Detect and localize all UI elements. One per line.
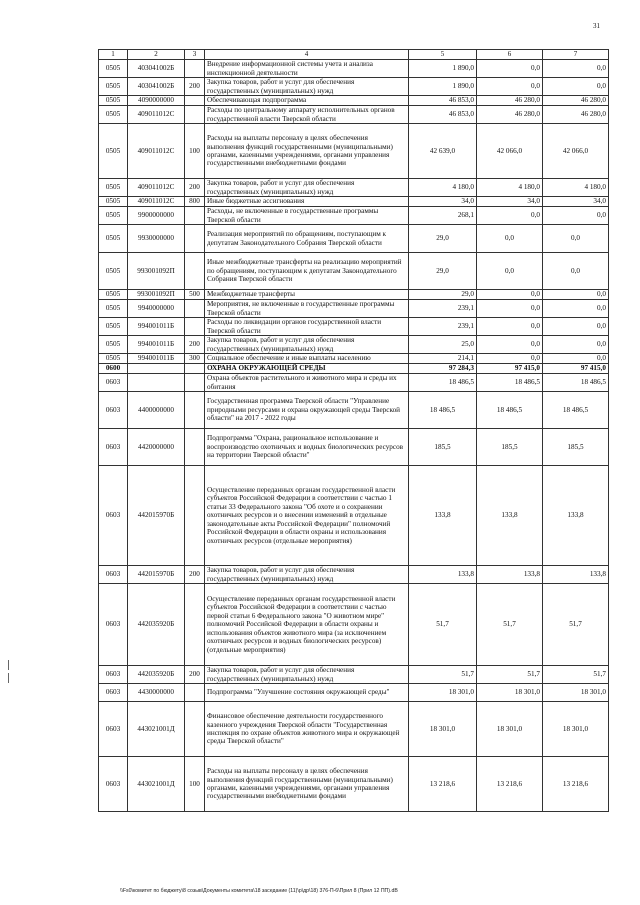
row-expense-type: 100 (185, 124, 205, 179)
row-amount-col7: 18 301,0 (543, 702, 609, 757)
row-target-article (128, 374, 185, 392)
row-section-code: 0505 (99, 290, 128, 300)
table-row (99, 290, 609, 300)
row-amount-col7: 0,0 (543, 78, 609, 96)
row-section-code: 0603 (99, 466, 128, 566)
row-amount-col5: 46 853,0 (409, 106, 477, 124)
row-target-article: 9930000000 (128, 225, 185, 253)
row-target-article: 994001011Б (128, 336, 185, 354)
row-name: Внедрение информационной системы учета и анализа инспекционной деятельности (205, 60, 409, 78)
row-expense-type (185, 702, 205, 757)
row-amount-col6: 18 486,5 (477, 392, 543, 429)
row-amount-col6: 0,0 (477, 300, 543, 318)
row-amount-col5: 1 890,0 (409, 60, 477, 78)
row-amount-col6: 97 415,0 (477, 364, 543, 374)
row-amount-col5: 46 853,0 (409, 96, 477, 106)
file-path-footer: \\Fs0\комитет по бюджету\8 созыв\Документы комитета\18 заседание (11)\р\др\18) 376-П-6\Прил 8 (Прил 12 ПП).dB (120, 888, 398, 894)
row-amount-col5: 239,1 (409, 300, 477, 318)
header-col-5: 5 (409, 50, 477, 60)
row-target-article: 443021001Д (128, 702, 185, 757)
row-amount-col5: 18 486,5 (409, 392, 477, 429)
row-target-article: 9900000000 (128, 207, 185, 225)
row-section-code: 0505 (99, 300, 128, 318)
row-amount-col5: 4 180,0 (409, 179, 477, 197)
row-amount-col5: 18 486,5 (409, 374, 477, 392)
row-amount-col6: 0,0 (477, 336, 543, 354)
table-row (99, 666, 609, 684)
row-name: Осуществление переданных органам государственной власти субъектов Российской Федерации в соответствии с частью 1 статьи 33 Федерального закона "Об охоте и о сохранении охотничьих ресурсов и о внесении изменений в отдельные законодательные акты Российской Федерации" полномочий Российской Федерации в области охраны и использования охотничьих ресурсов (отдельные мероприятия) (205, 466, 409, 566)
row-amount-col6: 51,7 (477, 584, 543, 666)
row-target-article (128, 364, 185, 374)
table-row (99, 124, 609, 179)
row-name: Расходы по центральному аппарату исполнительных органов государственной власти Тверской области (205, 106, 409, 124)
row-name: Закупка товаров, работ и услуг для обеспечения государственных (муниципальных) нужд (205, 566, 409, 584)
row-target-article: 4090000000 (128, 96, 185, 106)
row-amount-col6: 13 218,6 (477, 757, 543, 812)
row-section-code: 0505 (99, 354, 128, 364)
row-target-article: 403041002Б (128, 60, 185, 78)
row-amount-col7: 0,0 (543, 318, 609, 336)
row-amount-col7: 0,0 (543, 60, 609, 78)
row-target-article: 994001011Б (128, 318, 185, 336)
row-amount-col5: 51,7 (409, 666, 477, 684)
row-expense-type: 500 (185, 290, 205, 300)
row-name: Расходы на выплаты персоналу в целях обеспечения выполнения функций государственными (муниципальными) органами, казенными учреждениями, органами управления государственными внебюджетными фондами (205, 757, 409, 812)
row-expense-type (185, 253, 205, 290)
table-row (99, 757, 609, 812)
page-number: 31 (593, 22, 600, 30)
row-amount-col7: 18 486,5 (543, 374, 609, 392)
row-name: Расходы, не включенные в государственные программы Тверской области (205, 207, 409, 225)
table-row (99, 197, 609, 207)
row-amount-col7: 97 415,0 (543, 364, 609, 374)
row-amount-col6: 133,8 (477, 566, 543, 584)
row-amount-col6: 46 280,0 (477, 96, 543, 106)
table-row (99, 318, 609, 336)
row-target-article: 403041002Б (128, 78, 185, 96)
row-amount-col7: 51,7 (543, 584, 609, 666)
row-target-article: 409011012С (128, 124, 185, 179)
row-amount-col6: 4 180,0 (477, 179, 543, 197)
row-target-article: 409011012С (128, 106, 185, 124)
row-amount-col6: 0,0 (477, 225, 543, 253)
table-row (99, 60, 609, 78)
row-amount-col5: 18 301,0 (409, 702, 477, 757)
row-amount-col5: 13 218,6 (409, 757, 477, 812)
table-row (99, 466, 609, 566)
row-amount-col6: 18 301,0 (477, 684, 543, 702)
row-amount-col5: 29,0 (409, 253, 477, 290)
row-amount-col7: 133,8 (543, 466, 609, 566)
row-section-code: 0505 (99, 106, 128, 124)
row-amount-col7: 185,5 (543, 429, 609, 466)
header-col-1: 1 (99, 50, 128, 60)
row-amount-col7: 0,0 (543, 225, 609, 253)
row-amount-col7: 51,7 (543, 666, 609, 684)
row-expense-type (185, 318, 205, 336)
row-section-code: 0603 (99, 757, 128, 812)
row-expense-type (185, 584, 205, 666)
row-section-code: 0505 (99, 318, 128, 336)
row-amount-col5: 25,0 (409, 336, 477, 354)
row-name: Межбюджетные трансферты (205, 290, 409, 300)
row-name: Закупка товаров, работ и услуг для обеспечения государственных (муниципальных) нужд (205, 666, 409, 684)
table-row (99, 374, 609, 392)
row-target-article: 993001092П (128, 253, 185, 290)
row-section-code: 0505 (99, 197, 128, 207)
row-amount-col7: 46 280,0 (543, 96, 609, 106)
row-section-code: 0603 (99, 584, 128, 666)
row-name: ОХРАНА ОКРУЖАЮЩЕЙ СРЕДЫ (205, 364, 409, 374)
table-row (99, 566, 609, 584)
header-col-3: 3 (185, 50, 205, 60)
row-expense-type (185, 392, 205, 429)
row-name: Подпрограмма "Охрана, рациональное использование и воспроизводство охотничьих и водных биологических ресурсов на территории Тверской области" (205, 429, 409, 466)
table-row (99, 584, 609, 666)
row-expense-type (185, 225, 205, 253)
row-expense-type: 800 (185, 197, 205, 207)
table-header-row (99, 50, 609, 60)
table-row (99, 392, 609, 429)
row-section-code: 0505 (99, 78, 128, 96)
row-section-code: 0505 (99, 253, 128, 290)
row-name: Подпрограмма "Улучшение состояния окружающей среды" (205, 684, 409, 702)
table-row (99, 429, 609, 466)
row-expense-type: 100 (185, 757, 205, 812)
row-name: Закупка товаров, работ и услуг для обеспечения государственных (муниципальных) нужд (205, 336, 409, 354)
row-section-code: 0505 (99, 179, 128, 197)
row-amount-col6: 51,7 (477, 666, 543, 684)
row-target-article: 442035920Б (128, 584, 185, 666)
row-amount-col5: 214,1 (409, 354, 477, 364)
row-expense-type (185, 364, 205, 374)
row-expense-type: 200 (185, 78, 205, 96)
table-body (99, 60, 609, 812)
row-amount-col5: 42 639,0 (409, 124, 477, 179)
row-section-code: 0505 (99, 336, 128, 354)
row-amount-col7: 0,0 (543, 354, 609, 364)
table-row (99, 253, 609, 290)
row-expense-type (185, 429, 205, 466)
row-target-article: 442015970Б (128, 566, 185, 584)
row-target-article: 9940000000 (128, 300, 185, 318)
row-section-code: 0603 (99, 684, 128, 702)
row-section-code: 0505 (99, 207, 128, 225)
row-amount-col5: 133,8 (409, 566, 477, 584)
row-amount-col5: 34,0 (409, 197, 477, 207)
row-amount-col7: 46 280,0 (543, 106, 609, 124)
row-amount-col6: 46 280,0 (477, 106, 543, 124)
row-target-article: 993001092П (128, 290, 185, 300)
row-amount-col6: 18 486,5 (477, 374, 543, 392)
table-row (99, 684, 609, 702)
table-row (99, 96, 609, 106)
row-name: Финансовое обеспечение деятельности государственного казенного учреждения Тверской области "Государственная инспекция по охране объектов животного мира и окружающей среды Тверской области" (205, 702, 409, 757)
row-amount-col6: 0,0 (477, 253, 543, 290)
row-name: Социальное обеспечение и иные выплаты населению (205, 354, 409, 364)
table-row (99, 207, 609, 225)
row-section-code: 0603 (99, 702, 128, 757)
row-expense-type (185, 684, 205, 702)
row-target-article: 442035920Б (128, 666, 185, 684)
header-col-6: 6 (477, 50, 543, 60)
row-target-article: 409011012С (128, 197, 185, 207)
row-amount-col6: 18 301,0 (477, 702, 543, 757)
row-amount-col6: 34,0 (477, 197, 543, 207)
table-row (99, 225, 609, 253)
row-target-article: 4430000000 (128, 684, 185, 702)
row-expense-type (185, 106, 205, 124)
row-name: Расходы на выплаты персоналу в целях обеспечения выполнения функций государственными (муниципальными) органами, казенными учреждениями, органами управления государственными внебюджетными фондами (205, 124, 409, 179)
row-amount-col5: 97 284,3 (409, 364, 477, 374)
row-amount-col5: 268,1 (409, 207, 477, 225)
row-expense-type: 200 (185, 666, 205, 684)
row-amount-col7: 0,0 (543, 253, 609, 290)
row-target-article: 994001011Б (128, 354, 185, 364)
row-section-code: 0505 (99, 60, 128, 78)
margin-mark (8, 660, 9, 670)
row-section-code: 0603 (99, 566, 128, 584)
row-amount-col7: 18 301,0 (543, 684, 609, 702)
row-expense-type: 200 (185, 566, 205, 584)
row-target-article: 442015970Б (128, 466, 185, 566)
row-name: Государственная программа Тверской области "Управление природными ресурсами и охрана окружающей среды Тверской области" на 2017 - 2022 годы (205, 392, 409, 429)
row-section-code: 0505 (99, 96, 128, 106)
table-row (99, 300, 609, 318)
row-amount-col7: 42 066,0 (543, 124, 609, 179)
table-row (99, 336, 609, 354)
row-section-code: 0603 (99, 666, 128, 684)
row-amount-col7: 133,8 (543, 566, 609, 584)
row-amount-col6: 0,0 (477, 354, 543, 364)
header-col-4: 4 (205, 50, 409, 60)
row-expense-type (185, 96, 205, 106)
row-expense-type (185, 60, 205, 78)
row-amount-col7: 34,0 (543, 197, 609, 207)
table-row (99, 364, 609, 374)
row-name: Реализация мероприятий по обращениям, поступающим к депутатам Законодательного Собрания Тверской области (205, 225, 409, 253)
row-amount-col6: 185,5 (477, 429, 543, 466)
row-amount-col5: 18 301,0 (409, 684, 477, 702)
row-expense-type (185, 207, 205, 225)
row-expense-type: 300 (185, 354, 205, 364)
row-amount-col6: 0,0 (477, 318, 543, 336)
row-amount-col6: 0,0 (477, 78, 543, 96)
row-name: Расходы по ликвидации органов государственной власти Тверской области (205, 318, 409, 336)
row-amount-col7: 13 218,6 (543, 757, 609, 812)
row-amount-col7: 0,0 (543, 336, 609, 354)
row-target-article: 409011012С (128, 179, 185, 197)
row-expense-type (185, 466, 205, 566)
header-col-7: 7 (543, 50, 609, 60)
row-name: Обеспечивающая подпрограмма (205, 96, 409, 106)
budget-table (98, 49, 609, 812)
row-target-article: 443021001Д (128, 757, 185, 812)
row-amount-col5: 1 890,0 (409, 78, 477, 96)
margin-mark (8, 673, 9, 683)
row-expense-type: 200 (185, 179, 205, 197)
row-amount-col6: 0,0 (477, 60, 543, 78)
row-amount-col7: 18 486,5 (543, 392, 609, 429)
row-amount-col7: 0,0 (543, 290, 609, 300)
row-section-code: 0600 (99, 364, 128, 374)
row-section-code: 0603 (99, 429, 128, 466)
row-amount-col5: 185,5 (409, 429, 477, 466)
row-expense-type (185, 374, 205, 392)
row-amount-col6: 0,0 (477, 290, 543, 300)
row-amount-col5: 29,0 (409, 290, 477, 300)
row-name: Иные бюджетные ассигнования (205, 197, 409, 207)
row-name: Закупка товаров, работ и услуг для обеспечения государственных (муниципальных) нужд (205, 179, 409, 197)
row-amount-col5: 239,1 (409, 318, 477, 336)
table-row (99, 702, 609, 757)
row-amount-col6: 133,8 (477, 466, 543, 566)
row-amount-col6: 42 066,0 (477, 124, 543, 179)
row-amount-col7: 0,0 (543, 207, 609, 225)
row-amount-col7: 4 180,0 (543, 179, 609, 197)
row-name: Осуществление переданных органам государственной власти субъектов Российской Федерации в соответствии с частью первой статьи 6 Федерального закона "О животном мире" полномочий Российской Федерации в области охраны и использования объектов животного мира (за исключением охотничьих ресурсов и водных биологических ресурсов) (отдельные мероприятия) (205, 584, 409, 666)
row-section-code: 0505 (99, 225, 128, 253)
row-section-code: 0505 (99, 124, 128, 179)
row-expense-type: 200 (185, 336, 205, 354)
row-section-code: 0603 (99, 374, 128, 392)
row-name: Иные межбюджетные трансферты на реализацию мероприятий по обращениям, поступающим к депутатам Законодательного Собрания Тверской области (205, 253, 409, 290)
table-row (99, 179, 609, 197)
table-row (99, 106, 609, 124)
row-section-code: 0603 (99, 392, 128, 429)
row-amount-col5: 29,0 (409, 225, 477, 253)
table-row (99, 78, 609, 96)
row-amount-col5: 133,8 (409, 466, 477, 566)
row-amount-col7: 0,0 (543, 300, 609, 318)
row-expense-type (185, 300, 205, 318)
row-name: Закупка товаров, работ и услуг для обеспечения государственных (муниципальных) нужд (205, 78, 409, 96)
row-amount-col5: 51,7 (409, 584, 477, 666)
row-target-article: 4420000000 (128, 429, 185, 466)
row-name: Охрана объектов растительного и животного мира и среды их обитания (205, 374, 409, 392)
row-target-article: 4400000000 (128, 392, 185, 429)
table-row (99, 354, 609, 364)
header-col-2: 2 (128, 50, 185, 60)
row-name: Мероприятия, не включенные в государственные программы Тверской области (205, 300, 409, 318)
row-amount-col6: 0,0 (477, 207, 543, 225)
